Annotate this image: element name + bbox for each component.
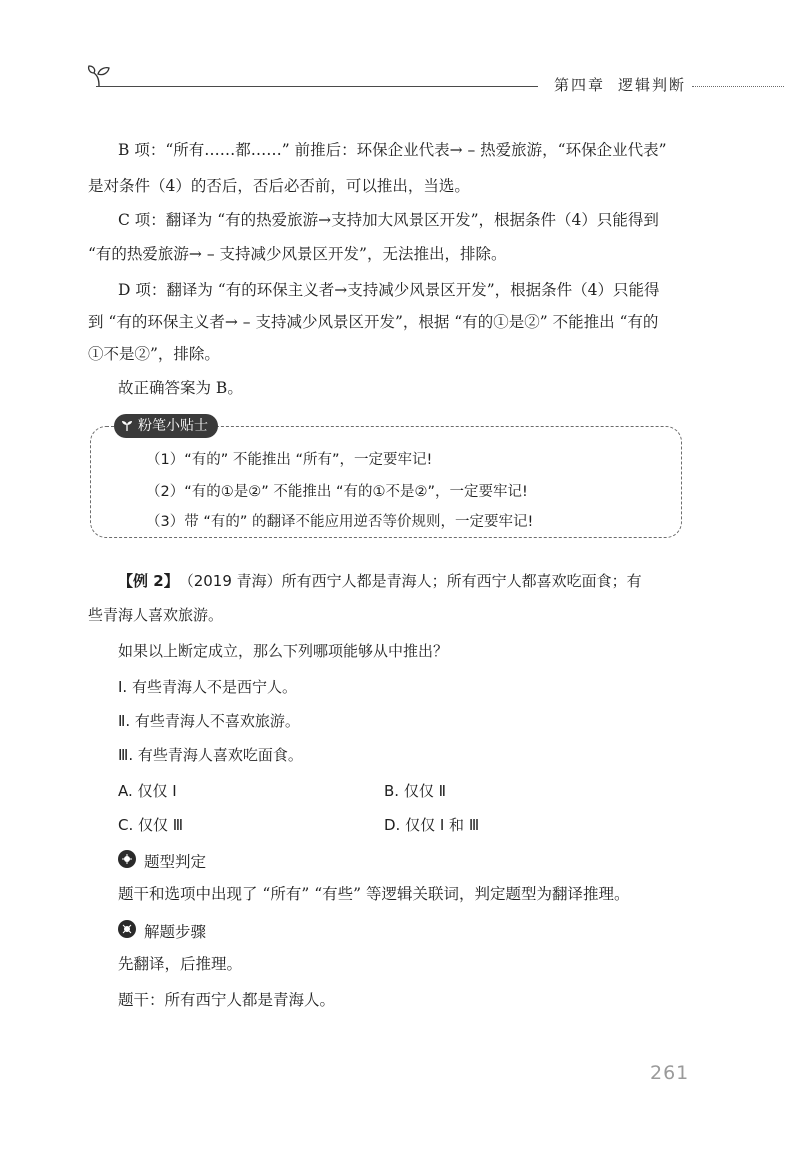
header-rule [96, 86, 538, 87]
option-d-analysis-line2: 到 “有的环保主义者→ – 支持减少风景区开发”，根据 “有的①是②” 不能推出 “有的 [88, 313, 659, 331]
statement-item: Ⅰ. 有些青海人不是西宁人。 [118, 678, 297, 696]
example-tag: 【例 2】 [118, 572, 179, 590]
statement-item: Ⅲ. 有些青海人喜欢吃面食。 [118, 746, 303, 764]
option-d-analysis-line3: ①不是②”，排除。 [88, 345, 220, 363]
example-stem-line2: 些青海人喜欢旅游。 [88, 606, 224, 624]
option-c-analysis-line2: “有的热爱旅游→ – 支持减少风景区开发”，无法推出，排除。 [88, 245, 507, 263]
option-a: A. 仅仅 Ⅰ [118, 782, 177, 800]
page-number: 261 [650, 1062, 690, 1084]
option-c-analysis-line1: C 项：翻译为 “有的热爱旅游→支持加大风景区开发”，根据条件（4）只能得到 [118, 211, 659, 229]
header-dotted-rule [692, 86, 784, 87]
tip-item: （1）“有的” 不能推出 “所有”，一定要牢记! [146, 452, 433, 468]
header-section: 逻辑判断 [618, 76, 687, 94]
example-question: 如果以上断定成立，那么下列哪项能够从中推出？ [118, 642, 449, 660]
option-b-analysis-line1: B 项：“所有……都……” 前推后：环保企业代表→ – 热爱旅游，“环保企业代表” [118, 141, 667, 159]
steps-line1: 先翻译，后推理。 [118, 955, 243, 973]
answer-line: 故正确答案为 B。 [118, 379, 243, 397]
steps-section-title: 解题步骤 [144, 923, 207, 941]
option-d-analysis-line1: D 项：翻译为 “有的环保主义者→支持减少风景区开发”，根据条件（4）只能得 [118, 281, 660, 299]
example-stem-line1: 【例 2】（2019 青海）所有西宁人都是青海人；所有西宁人都喜欢吃面食；有 [118, 572, 642, 590]
tip-item: （3）带 “有的” 的翻译不能应用逆否等价规则，一定要牢记! [146, 514, 534, 530]
type-bullet-icon [118, 850, 136, 868]
header-chapter: 第四章 [554, 76, 606, 94]
steps-line2: 题干：所有西宁人都是青海人。 [118, 991, 336, 1009]
type-section-title: 题型判定 [144, 853, 207, 871]
steps-bullet-icon [118, 920, 136, 938]
statement-item: Ⅱ. 有些青海人不喜欢旅游。 [118, 712, 300, 730]
option-b: B. 仅仅 Ⅱ [384, 782, 446, 800]
option-c: C. 仅仅 Ⅲ [118, 816, 184, 834]
type-section-text: 题干和选项中出现了 “所有” “有些” 等逻辑关联词，判定题型为翻译推理。 [118, 885, 630, 903]
option-b-analysis-line2: 是对条件（4）的否后，否后必否前，可以推出，当选。 [88, 177, 470, 195]
option-d: D. 仅仅 Ⅰ 和 Ⅲ [384, 816, 480, 834]
tip-item: （2）“有的①是②” 不能推出 “有的①不是②”，一定要牢记! [146, 484, 528, 500]
sprout-small-icon [120, 414, 134, 438]
sprout-icon [86, 62, 112, 88]
tip-label: 粉笔小贴士 [114, 414, 218, 438]
